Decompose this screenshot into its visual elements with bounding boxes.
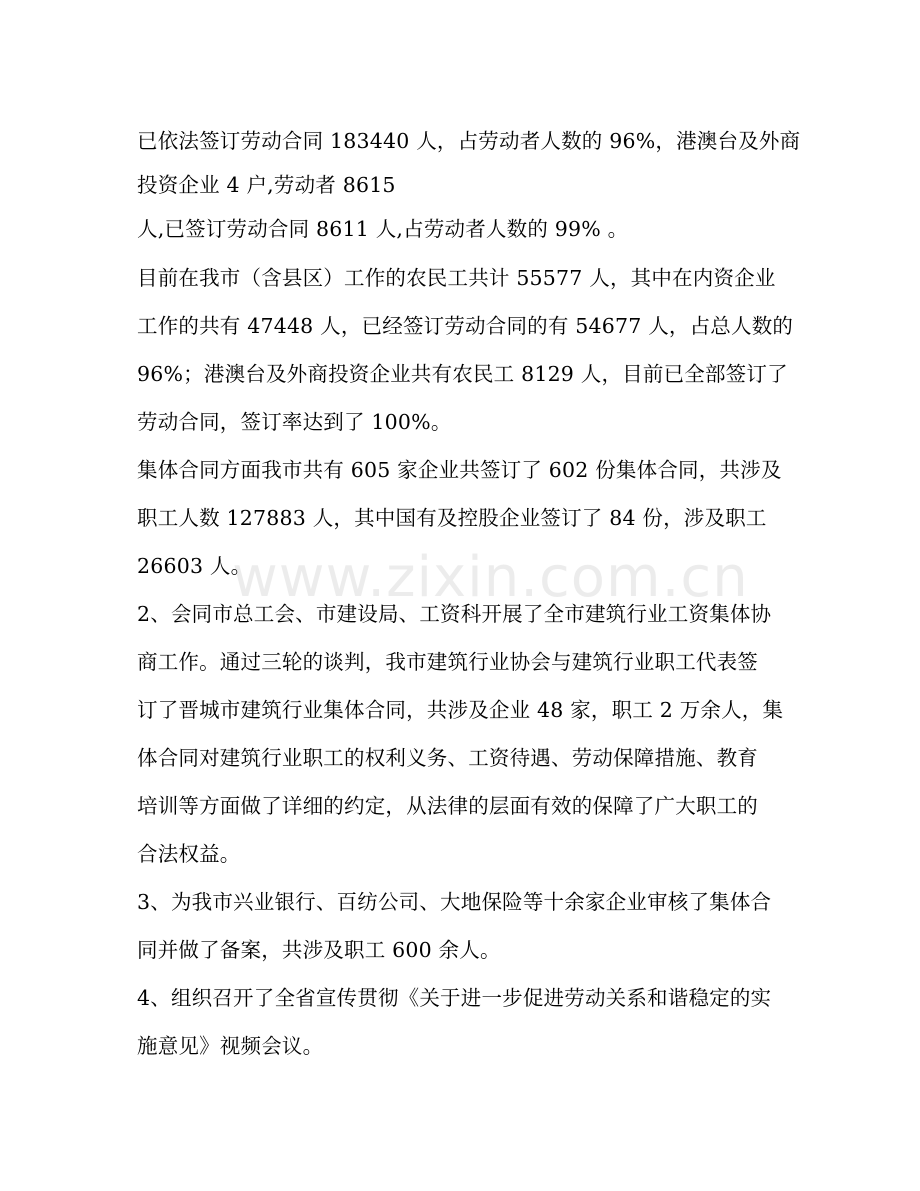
text-line: 合法权益。 <box>137 842 241 866</box>
text-line: 工作的共有 47448 人，已经签订劳动合同的有 54677 人，占总人数的 <box>137 314 794 338</box>
text-line: 订了晋城市建筑行业集体合同，共涉及企业 48 家，职工 2 万余人，集 <box>137 698 784 722</box>
text-line: 96%；港澳台及外商投资企业共有农民工 8129 人，目前已全部签订了 <box>137 362 788 386</box>
text-line: 26603 人。 <box>137 554 252 578</box>
text-line: 培训等方面做了详细的约定，从法律的层面有效的保障了广大职工的 <box>137 794 758 818</box>
text-line: 3、为我市兴业银行、百纺公司、大地保险等十余家企业审核了集体合 <box>137 890 772 914</box>
text-line: 人,已签订劳动合同 8611 人,占劳动者人数的 99% 。 <box>137 217 629 241</box>
text-line: 已依法签订劳动合同 183440 人，占劳动者人数的 96%，港澳台及外商 <box>137 129 801 153</box>
text-line: 投资企业 4 户,劳动者 8615 <box>137 173 396 197</box>
text-line: 体合同对建筑行业职工的权利义务、工资待遇、劳动保障措施、教育 <box>137 746 758 770</box>
text-line: 目前在我市（含县区）工作的农民工共计 55577 人，其中在内资企业 <box>137 266 776 290</box>
watermark: www.zixin.com.cn <box>232 545 749 610</box>
text-line: 劳动合同，签订率达到了 100%。 <box>137 410 452 434</box>
text-line: 4、组织召开了全省宣传贯彻《关于进一步促进劳动关系和谐稳定的实 <box>137 986 772 1010</box>
text-line: 职工人数 127883 人，其中国有及控股企业签订了 84 份，涉及职工 <box>137 506 767 530</box>
text-line: 集体合同方面我市共有 605 家企业共签订了 602 份集体合同，共涉及 <box>137 458 782 482</box>
text-line: 同并做了备案，共涉及职工 600 余人。 <box>137 938 501 962</box>
text-line: 施意见》视频会议。 <box>137 1034 324 1058</box>
text-line: 2、会同市总工会、市建设局、工资科开展了全市建筑行业工资集体协 <box>137 602 772 626</box>
text-line: 商工作。通过三轮的谈判，我市建筑行业协会与建筑行业职工代表签 <box>137 650 758 674</box>
